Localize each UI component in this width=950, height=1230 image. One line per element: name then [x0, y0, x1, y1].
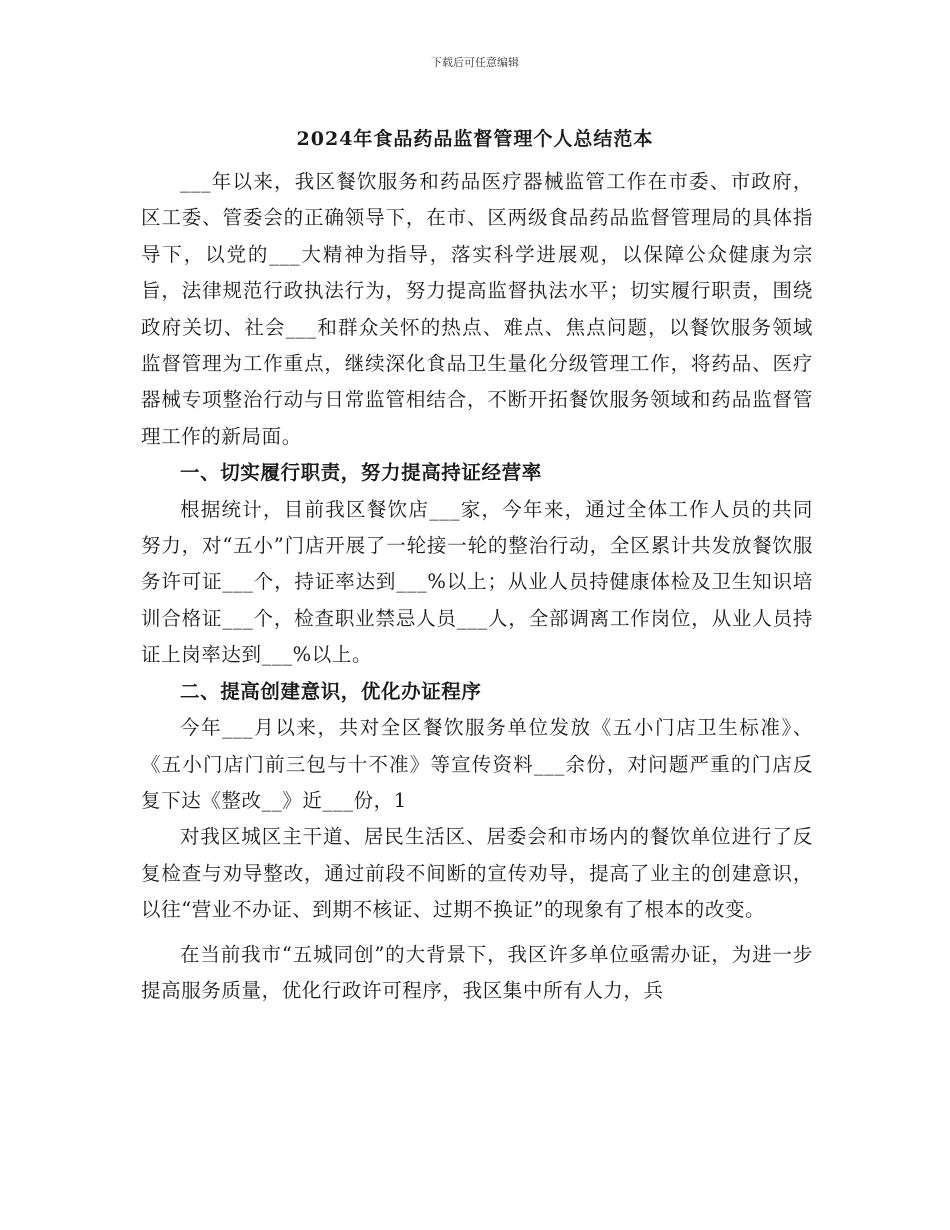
intro-paragraph: ___年以来，我区餐饮服务和药品医疗器械监管工作在市委、市政府，区工委、管委会的正确领导下，在市、区两级食品药品监督管理局的具体指导下，以党的___大精神为指导，落实科学进展观，以保障公众健康为宗旨，法律规范行政执法行为，努力提高监督执法水平；切实履行职责，围绕政府关切、社会___和群众关怀的热点、难点、焦点问题，以餐饮服务领域监督管理为工作重点，继续深化食品卫生量化分级管理工作，将药品、医疗器械专项整治行动与日常监管相结合，不断开拓餐饮服务领域和药品监督管理工作的新局面。 — [141, 170, 813, 448]
section-2-paragraph-3: 在当前我市“五城同创”的大背景下，我区许多单位亟需办证，为进一步提高服务质量，优化行政许可程序，我区集中所有人力，兵 — [141, 942, 813, 1002]
section-heading-1: 一、切实履行职责，努力提高持证经营率 — [180, 461, 542, 485]
section-2-paragraph-2: 对我区城区主干道、居民生活区、居委会和市场内的餐饮单位进行了反复检查与劝导整改，通过前段不间断的宣传劝导，提高了业主的创建意识，以往“营业不办证、到期不核证、过期不换证”的现象有了根本的改变。 — [141, 825, 813, 922]
section-heading-2: 二、提高创建意识，优化办证程序 — [180, 679, 482, 703]
document-body — [141, 164, 813, 1009]
section-2-paragraph-1: 今年___月以来，共对全区餐饮服务单位发放《五小门店卫生标准》、《五小门店门前三包与十不准》等宣传资料___余份，对问题严重的门店反复下达《整改__》近___份，1 — [141, 716, 813, 812]
document-title: 2024年食品药品监督管理个人总结范本 — [296, 128, 654, 150]
header-note: 下载后可任意编辑 — [431, 56, 519, 69]
paragraph-gap — [141, 929, 813, 937]
section-1-paragraph: 根据统计，目前我区餐饮店___家，今年来，通过全体工作人员的共同努力，对“五小”门店开展了一轮接一轮的整治行动，全区累计共发放餐饮服务许可证___个，持证率达到___%以上；从业人员持健康体检及卫生知识培训合格证___个，检查职业禁忌人员___人，全部调离工作岗位，从业人员持证上岗率达到___%以上。 — [141, 497, 813, 667]
